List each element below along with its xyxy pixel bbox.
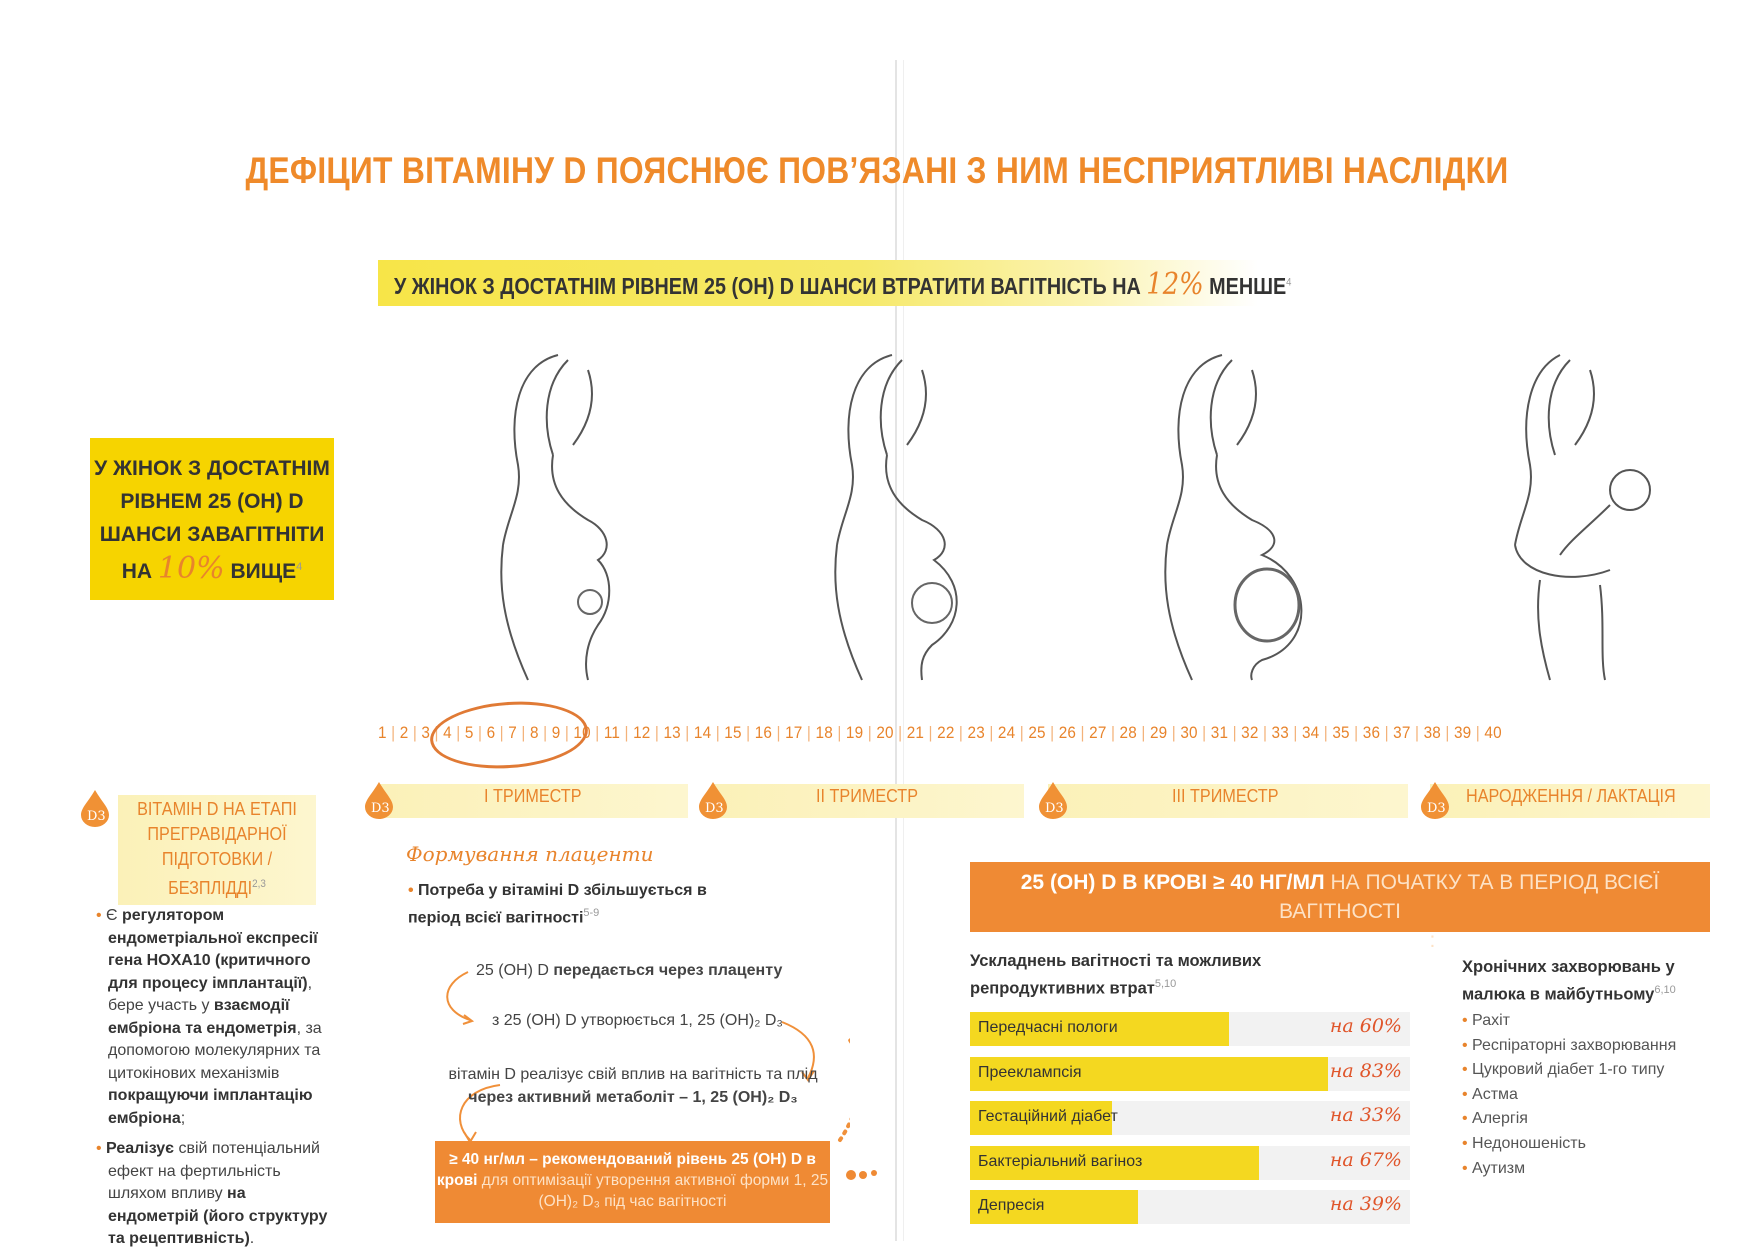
week-number: 37 <box>1393 723 1411 742</box>
week-number: 11 <box>603 723 621 742</box>
week-number: 14 <box>693 723 712 742</box>
risk-banner-bold: 25 (ОН) D В КРОВІ ≥ 40 НГ/МЛ <box>1020 871 1325 894</box>
week-number: 1 <box>378 723 387 742</box>
preconception-text <box>96 905 336 1259</box>
risk-bar-row <box>970 1190 1410 1224</box>
week-number: 4 <box>443 723 452 742</box>
week-number: 39 <box>1453 723 1472 742</box>
conception-ref: 4 <box>296 561 303 573</box>
complications-ref: 5,10 <box>1154 978 1177 990</box>
recommended-level-box <box>435 1141 830 1223</box>
chronic-list-item: • Аутизм <box>1462 1157 1676 1182</box>
top-banner-text: У ЖІНОК З ДОСТАТНІМ РІВНЕМ 25 (ОН) D ШАНСИ ВТРАТИТИ ВАГІТНІСТЬ НА <box>394 273 1141 299</box>
conception-line3: ШАНСИ ЗАВАГІТНІТИ <box>99 523 325 546</box>
p1-t1: , бере участь у <box>108 974 313 1014</box>
figure-first-trimester <box>448 345 648 685</box>
vitamin-need-ref: 5-9 <box>583 907 600 919</box>
week-number: 6 <box>486 723 496 742</box>
stage-pre-line3-text: ПІДГОТОВКИ / БЕЗПЛІДДІ <box>161 849 273 898</box>
p2-b1: Реалізує <box>106 1140 175 1157</box>
week-number: 10 <box>573 723 591 742</box>
risk-bar-row <box>970 1057 1410 1091</box>
p1-b2: взаємодії ембріона та ендометрія <box>108 997 297 1037</box>
week-number: 9 <box>551 723 561 742</box>
risk-bars <box>970 1012 1410 1235</box>
drop-label: D3 <box>87 809 106 824</box>
figure-third-trimester <box>1112 345 1312 685</box>
week-number: 38 <box>1423 723 1441 742</box>
complications-title <box>970 950 1300 1001</box>
week-number: 20 <box>876 723 894 742</box>
week-number: 15 <box>724 723 742 742</box>
risk-banner-text: НА ПОЧАТКУ ТА В ПЕРІОД ВСІЄЇ ВАГІТНОСТІ <box>1279 871 1660 923</box>
flow1-b: передається через плаценту <box>553 962 783 979</box>
conception-pct: 10% <box>157 551 225 586</box>
drop-label: D3 <box>1427 801 1446 816</box>
week-number: 13 <box>663 723 681 742</box>
flow-arrows <box>430 960 850 1150</box>
risk-banner <box>970 862 1710 952</box>
vitamin-need-bullet: • Потреба у вітаміні D збільшується в період всієї вагітності$^{5-9}$ <box>408 882 707 927</box>
week-number: 30 <box>1180 723 1198 742</box>
week-number: 32 <box>1241 723 1259 742</box>
conception-line2: РІВНЕМ 25 (ОН) D <box>120 490 304 513</box>
flow1-a: 25 (ОН) D <box>476 962 554 979</box>
week-number: 27 <box>1089 723 1107 742</box>
risk-bar-pct: на 83% <box>1329 1059 1402 1082</box>
chronic-list-item: • Алергія <box>1462 1107 1676 1132</box>
top-banner-tail: МЕНШЕ <box>1209 273 1287 299</box>
week-number: 36 <box>1362 723 1381 742</box>
conception-pre: НА <box>121 560 153 583</box>
conception-line1: У ЖІНОК З ДОСТАТНІМ <box>94 457 330 480</box>
placenta-title: Формування плаценти <box>406 842 654 866</box>
risk-banner-line1 <box>970 868 1710 926</box>
drop-label: D3 <box>371 801 390 816</box>
flow-step-1 <box>476 962 782 980</box>
complications-title-text: Ускладнень вагітності та можливих репродуктивних втрат <box>970 952 1262 998</box>
stage-pre-line3 <box>118 847 316 901</box>
week-number: 5 <box>464 723 474 742</box>
chronic-list-item: • Респіраторні захворювання <box>1462 1034 1676 1059</box>
risk-banner-colon: : <box>1429 929 1436 952</box>
vitamin-drop-icon <box>696 780 730 820</box>
week-number: 25 <box>1028 723 1046 742</box>
week-number: 21 <box>906 723 925 742</box>
week-number: 24 <box>997 723 1016 742</box>
p2-t1: свій потенціальний ефект на фертильність шляхом впливу <box>108 1140 320 1202</box>
recommended-level-bold: ≥ 40 нг/мл – рекомендований рівень 25 (ОН) D в крові <box>436 1151 816 1189</box>
vitamin-drop-icon <box>1036 780 1070 820</box>
week-number: 16 <box>754 723 773 742</box>
stage-pre-line2: ПРЕГРАВІДАРНОЇ <box>147 824 287 844</box>
risk-bar-row <box>970 1101 1410 1135</box>
chronic-list-item: • Недоношеність <box>1462 1132 1676 1157</box>
chronic-ref: 6,10 <box>1654 984 1676 996</box>
recommended-level-text: для оптимізації утворення активної форми 1, 25 (ОН)₂ D₃ під час вагітності <box>477 1172 829 1210</box>
week-number: 34 <box>1301 723 1320 742</box>
risk-bar-label: Прееклампсія <box>978 1063 1082 1081</box>
top-banner-ref: 4 <box>1286 276 1292 289</box>
week-number: 31 <box>1210 723 1229 742</box>
risk-bar-pct: на 60% <box>1329 1015 1402 1037</box>
page-title: ДЕФІЦИТ ВІТАМІНУ D ПОЯСНЮЄ ПОВ’ЯЗАНІ З НИМ НЕСПРИЯТЛИВІ НАСЛІДКИ <box>245 150 1509 191</box>
week-number: 2 <box>399 723 409 742</box>
flow-step-3 <box>438 1063 828 1109</box>
chronic-list-item: • Астма <box>1462 1083 1676 1108</box>
vitamin-drop-icon <box>1418 780 1452 820</box>
week-number: 35 <box>1332 723 1350 742</box>
risk-bar-label: Передчасні пологи <box>978 1019 1118 1036</box>
chronic-list-item: • Цукровий діабет 1-го типу <box>1462 1058 1676 1083</box>
week-number: 40 <box>1484 723 1502 742</box>
risk-bar-row <box>970 1146 1410 1180</box>
stage-t2: II ТРИМЕСТР <box>816 786 919 806</box>
top-banner <box>394 267 1291 302</box>
week-number: 17 <box>785 723 803 742</box>
risk-bar-row <box>970 1012 1410 1046</box>
week-number: 8 <box>529 723 539 742</box>
risk-bar-label: Депресія <box>978 1197 1045 1214</box>
p1-t2: , за допомогою молекулярних та цитокінових механізмів <box>108 1019 322 1082</box>
p1-pre: Є <box>106 907 122 924</box>
stage-t3: III ТРИМЕСТР <box>1172 786 1279 806</box>
risk-bar-label: Бактеріальний вагіноз <box>978 1152 1143 1170</box>
week-number: 23 <box>967 723 985 742</box>
conception-line4 <box>90 551 334 588</box>
stage-pre-ref: 2,3 <box>252 878 266 890</box>
stage-t1: I ТРИМЕСТР <box>484 786 582 806</box>
week-number: 22 <box>937 723 955 742</box>
week-number: 26 <box>1058 723 1077 742</box>
flow-step-2: з 25 (ОН) D утворюється 1, 25 (ОН)₂ D₃ <box>492 1012 783 1029</box>
chronic-title <box>1462 956 1702 1007</box>
dots-connector-icon <box>845 1160 885 1190</box>
p1-t3: ; <box>180 1109 186 1127</box>
drop-label: D3 <box>1045 801 1064 816</box>
vitamin-drop-icon <box>78 788 112 828</box>
risk-bar-pct: на 33% <box>1329 1104 1402 1126</box>
preconception-paragraph-1: • Є регулятором ендометріальної експресії гена HOXA10 (критичного для процесу імплантації), бере участь у взаємодії ембріона та ендометрія, за допомогою молекулярних та цитокінових механізмів покращуючи імплантацію ембріона; <box>96 907 322 1127</box>
week-number: 3 <box>421 723 431 742</box>
p2-t2: . <box>249 1230 255 1247</box>
top-banner-pct: 12% <box>1146 267 1204 302</box>
stage-pre-line1: ВІТАМІН D НА ЕТАПІ <box>137 799 297 819</box>
flow3-b: через активний метаболіт – 1, 25 (ОН)₂ D₃ <box>468 1089 798 1106</box>
week-number: 19 <box>845 723 864 742</box>
preconception-paragraph-2: • Реалізує свій потенціальний ефект на фертильність шляхом впливу на ендометрій (його структуру та рецептивність). <box>96 1140 328 1247</box>
conception-box <box>90 438 334 600</box>
chronic-list-item: • Рахіт <box>1462 1009 1676 1034</box>
week-number: 29 <box>1149 723 1168 742</box>
p1-b1: регулятором ендометріальної експресії гена HOXA10 (критичного для процесу імплантації) <box>108 907 318 992</box>
vitamin-need-text: Потреба у вітаміні D збільшується в період всієї вагітності <box>408 882 707 927</box>
drop-label: D3 <box>705 801 724 816</box>
vitamin-drop-icon <box>362 780 396 820</box>
risk-banner-bold2: ЗМЕНШУЄ РИЗИК <box>1244 929 1430 952</box>
risk-bar-pct: на 39% <box>1329 1193 1402 1215</box>
stage-birth: НАРОДЖЕННЯ / ЛАКТАЦІЯ <box>1466 786 1676 806</box>
chronic-title-text: Хронічних захворювань у малюка в майбутньому <box>1462 958 1675 1004</box>
figure-mother-with-baby <box>1480 345 1680 685</box>
p2-b2: на ендометрій (його структуру та рецептивність) <box>108 1185 328 1247</box>
weeks-highlight-circle <box>428 697 590 774</box>
week-number: 7 <box>508 723 517 742</box>
risk-bar-pct: на 67% <box>1329 1148 1402 1171</box>
risk-bar-label: Гестаційний діабет <box>978 1108 1118 1125</box>
week-number: 12 <box>633 723 651 742</box>
conception-tail: ВИЩЕ <box>230 560 297 583</box>
p1-b3: покращуючи імплантацію ембріона <box>108 1087 313 1127</box>
weeks-scale: 1 | 2 | 3 | 4 | 5 | 6 | 7 | 8 | 9 | 10 | 11 | 12 | 13 | 14 | 15 | 16 | 17 | 18 | 19 | 20 | 21 | 22 | 23 | 24 | 25 | 26 | 27 | 28 | 29 | 30 | 31 | 32 | 33 | 34 | 35 | 36 | 37 | 38 | 39 | 40 <box>378 723 1502 742</box>
week-number: 28 <box>1119 723 1137 742</box>
chronic-list <box>1462 1009 1676 1181</box>
stage-preconception <box>118 795 316 905</box>
figure-second-trimester <box>782 345 982 685</box>
week-number: 33 <box>1271 723 1289 742</box>
flow3-a: вітамін D реалізує свій вплив на вагітність та плід <box>448 1066 818 1083</box>
week-number: 18 <box>815 723 833 742</box>
